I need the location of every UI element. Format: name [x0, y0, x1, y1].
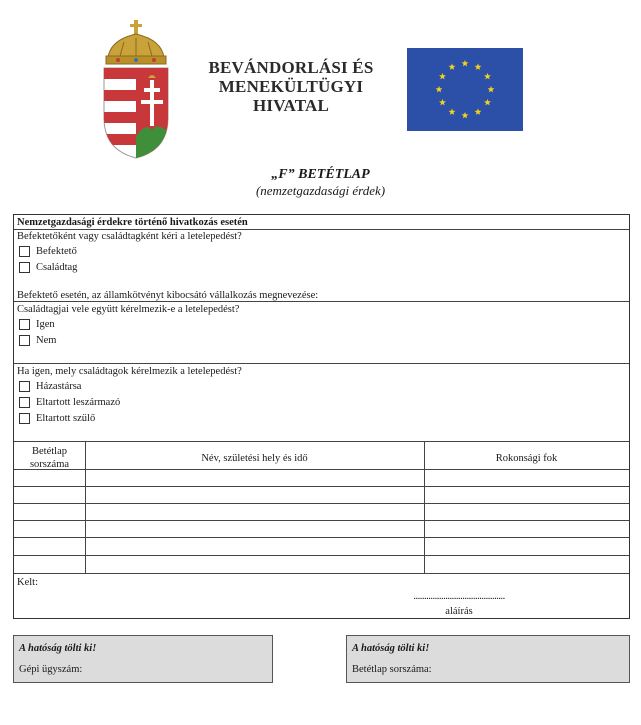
table-column-divider [424, 441, 425, 573]
agency-name-line2: MENEKÜLTÜGYI [218, 77, 364, 96]
table-row[interactable] [14, 486, 629, 487]
option-hazastarsa-label: Házastársa [36, 381, 82, 392]
authority-box-sheet-number [346, 635, 630, 683]
table-header-sheet-number [14, 445, 85, 471]
agency-name [196, 58, 386, 115]
table-row[interactable] [14, 503, 629, 504]
question-which-family-members: Ha igen, mely családtagok kérelmezik a letelepedést? [17, 366, 242, 377]
section-title: Nemzetgazdasági érdekre történő hivatkozás esetén [17, 217, 248, 228]
divider [14, 301, 629, 302]
signature-line[interactable]: ........................................... [413, 591, 505, 602]
option-igen-label: Igen [36, 319, 55, 330]
option-eltartott-leszarmazo-label: Eltartott leszármazó [36, 397, 121, 408]
checkbox-igen[interactable] [19, 319, 30, 330]
authority-box-title: A hatóság tölti ki! [352, 643, 430, 654]
authority-box-title: A hatóság tölti ki! [19, 643, 97, 654]
table-bottom-border [14, 573, 629, 574]
form-title: „F” BETÉTLAP [271, 167, 370, 182]
table-header-relationship: Rokonsági fok [495, 453, 558, 464]
table-top-border [14, 441, 629, 442]
main-form [13, 214, 630, 619]
table-row[interactable] [14, 555, 629, 556]
investor-company-label: Befektető esetén, az államkötvényt kibocsátó vállalkozás megnevezése: [17, 290, 319, 301]
coat-of-arms-icon [100, 18, 172, 160]
table-header-sheet-number-line1: Betétlap [32, 446, 67, 457]
case-number-label: Gépi ügyszám: [19, 664, 83, 675]
table-column-divider [85, 441, 86, 573]
sheet-number-label: Betétlap sorszáma: [352, 664, 432, 675]
question-investor-or-family: Befektetőként vagy családtagként kéri a letelepedést? [17, 231, 242, 242]
checkbox-befekteto[interactable] [19, 246, 30, 257]
agency-name-line3: HIVATAL [252, 96, 330, 115]
date-label: Kelt: [17, 577, 38, 588]
checkbox-hazastarsa[interactable] [19, 381, 30, 392]
authority-box-case-number [13, 635, 273, 683]
table-header-sheet-number-line2: sorszáma [29, 459, 70, 470]
table-row[interactable] [14, 469, 629, 470]
table-header-name-birth: Név, születési hely és idő [201, 453, 308, 464]
checkbox-eltartott-leszarmazo[interactable] [19, 397, 30, 408]
form-subtitle: (nemzetgazdasági érdek) [255, 183, 386, 198]
table-row[interactable] [14, 537, 629, 538]
option-csaladtag-label: Családtag [36, 262, 78, 273]
table-row[interactable] [14, 520, 629, 521]
divider [14, 363, 629, 364]
option-nem-label: Nem [36, 335, 57, 346]
question-family-applying: Családtagjai vele együtt kérelmezik-e a letelepedést? [17, 304, 240, 315]
eu-flag-icon [407, 48, 523, 131]
checkbox-eltartott-szulo[interactable] [19, 413, 30, 424]
checkbox-csaladtag[interactable] [19, 262, 30, 273]
signature-label: aláírás [445, 606, 473, 617]
option-befekteto-label: Befektető [36, 246, 77, 257]
option-eltartott-szulo-label: Eltartott szülő [36, 413, 96, 424]
checkbox-nem[interactable] [19, 335, 30, 346]
agency-name-line1: BEVÁNDORLÁSI ÉS [208, 58, 374, 77]
